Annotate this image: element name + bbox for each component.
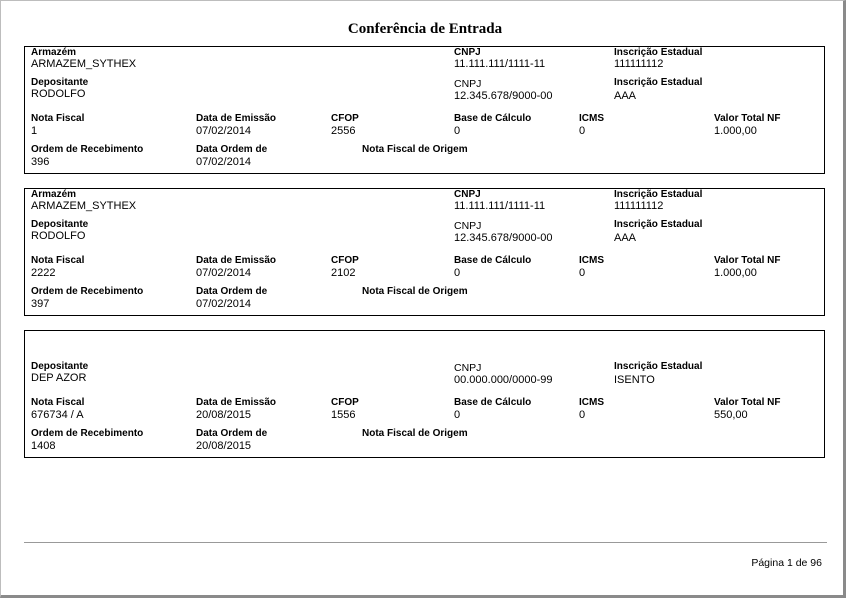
icms-value: 0 — [579, 267, 586, 279]
base-calculo-label: Base de Cálculo — [454, 397, 532, 408]
depositante-cnpj-value: 12.345.678/9000-00 — [454, 232, 553, 244]
nf-origem-label: Nota Fiscal de Origem — [362, 286, 468, 297]
nota-fiscal-value: 2222 — [31, 267, 56, 279]
depositante-ie-value: ISENTO — [614, 374, 655, 386]
nota-fiscal-label: Nota Fiscal — [31, 255, 85, 266]
depositante-ie-label: Inscrição Estadual — [614, 361, 703, 372]
depositante-label: Depositante — [31, 77, 89, 88]
data-ordem-value: 07/02/2014 — [196, 298, 252, 310]
cfop-value: 1556 — [331, 409, 356, 421]
armazem-value: ARMAZEM_SYTHEX — [31, 58, 137, 70]
valor-total-label: Valor Total NF — [714, 255, 781, 266]
ordem-recebimento-value: 1408 — [31, 440, 56, 452]
ordem-recebimento-value: 396 — [31, 156, 50, 168]
data-emissao-value: 07/02/2014 — [196, 267, 252, 279]
valor-total-label: Valor Total NF — [714, 113, 781, 124]
base-calculo-label: Base de Cálculo — [454, 113, 532, 124]
depositante-cnpj-label: CNPJ — [454, 220, 482, 232]
data-ordem-value: 20/08/2015 — [196, 440, 252, 452]
ordem-recebimento-label: Ordem de Recebimento — [31, 144, 144, 155]
base-calculo-label: Base de Cálculo — [454, 255, 532, 266]
depositante-label: Depositante — [31, 361, 89, 372]
ordem-recebimento-label: Ordem de Recebimento — [31, 428, 144, 439]
cfop-value: 2556 — [331, 125, 356, 137]
data-emissao-value: 20/08/2015 — [196, 409, 252, 421]
data-ordem-label: Data Ordem de — [196, 144, 268, 155]
depositante-ie-value: AAA — [614, 232, 637, 244]
data-emissao-label: Data de Emissão — [196, 397, 277, 408]
record-card — [24, 46, 825, 174]
armazem-label: Armazém — [31, 47, 77, 58]
nf-origem-label: Nota Fiscal de Origem — [362, 428, 468, 439]
armazem-ie-label: Inscrição Estadual — [614, 47, 703, 58]
depositante-cnpj-value: 00.000.000/0000-99 — [454, 374, 553, 386]
armazem-value: ARMAZEM_SYTHEX — [31, 200, 137, 212]
nota-fiscal-label: Nota Fiscal — [31, 397, 85, 408]
nota-fiscal-value: 676734 / A — [31, 409, 84, 421]
nota-fiscal-value: 1 — [31, 125, 38, 137]
valor-total-value: 1.000,00 — [714, 125, 757, 137]
icms-label: ICMS — [579, 113, 604, 124]
armazem-label: Armazém — [31, 189, 77, 200]
report-title: Conferência de Entrada — [347, 21, 503, 37]
valor-total-value: 550,00 — [714, 409, 748, 421]
armazem-cnpj-label: CNPJ — [454, 47, 481, 58]
valor-total-value: 1.000,00 — [714, 267, 757, 279]
icms-value: 0 — [579, 409, 586, 421]
armazem-cnpj-value: 11.111.111/1111-11 — [454, 200, 546, 212]
page-number: Página 1 de 96 — [751, 557, 822, 569]
footer-divider — [24, 542, 827, 543]
depositante-ie-value: AAA — [614, 90, 637, 102]
record-card — [24, 330, 825, 458]
armazem-ie-label: Inscrição Estadual — [614, 189, 703, 200]
armazem-ie-value: 111111112 — [614, 58, 664, 70]
cfop-label: CFOP — [331, 397, 359, 408]
depositante-ie-label: Inscrição Estadual — [614, 219, 703, 230]
data-ordem-label: Data Ordem de — [196, 428, 268, 439]
data-emissao-value: 07/02/2014 — [196, 125, 252, 137]
base-calculo-value: 0 — [454, 125, 461, 137]
depositante-cnpj-label: CNPJ — [454, 78, 482, 90]
cfop-value: 2102 — [331, 267, 356, 279]
icms-label: ICMS — [579, 397, 604, 408]
base-calculo-value: 0 — [454, 267, 461, 279]
data-ordem-value: 07/02/2014 — [196, 156, 252, 168]
depositante-value: RODOLFO — [31, 230, 86, 242]
depositante-value: DEP AZOR — [31, 372, 87, 384]
data-emissao-label: Data de Emissão — [196, 113, 277, 124]
armazem-cnpj-value: 11.111.111/1111-11 — [454, 58, 546, 70]
armazem-ie-value: 111111112 — [614, 200, 664, 212]
nota-fiscal-label: Nota Fiscal — [31, 113, 85, 124]
cfop-label: CFOP — [331, 113, 359, 124]
ordem-recebimento-value: 397 — [31, 298, 50, 310]
depositante-value: RODOLFO — [31, 88, 86, 100]
depositante-cnpj-label: CNPJ — [454, 362, 482, 374]
armazem-cnpj-label: CNPJ — [454, 189, 481, 200]
ordem-recebimento-label: Ordem de Recebimento — [31, 286, 144, 297]
depositante-label: Depositante — [31, 219, 89, 230]
depositante-ie-label: Inscrição Estadual — [614, 77, 703, 88]
record-card — [24, 188, 825, 316]
nf-origem-label: Nota Fiscal de Origem — [362, 144, 468, 155]
icms-value: 0 — [579, 125, 586, 137]
base-calculo-value: 0 — [454, 409, 461, 421]
data-emissao-label: Data de Emissão — [196, 255, 277, 266]
data-ordem-label: Data Ordem de — [196, 286, 268, 297]
valor-total-label: Valor Total NF — [714, 397, 781, 408]
icms-label: ICMS — [579, 255, 604, 266]
depositante-cnpj-value: 12.345.678/9000-00 — [454, 90, 553, 102]
cfop-label: CFOP — [331, 255, 359, 266]
